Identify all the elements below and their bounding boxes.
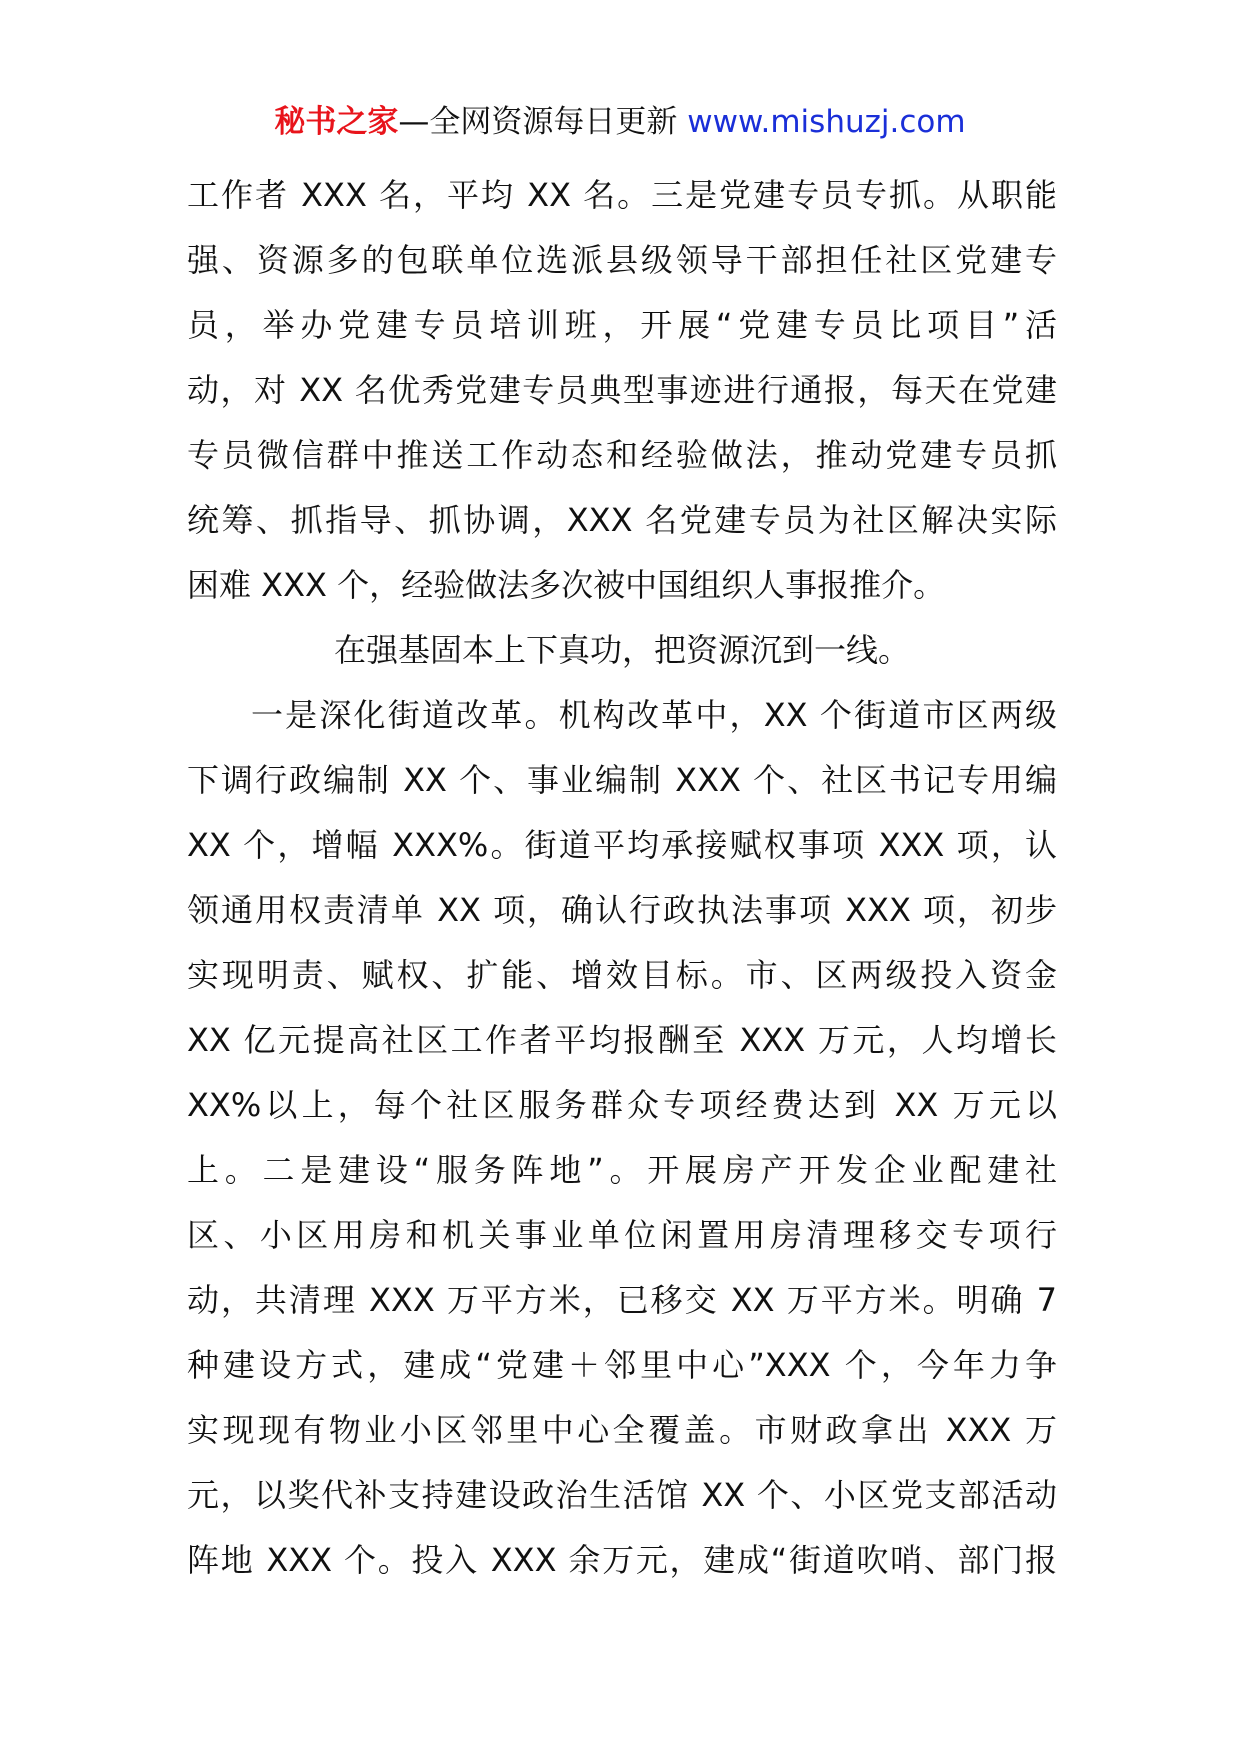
header-tagline: —全网资源每日更新: [398, 104, 688, 140]
text-line: 强、资源多的包联单位选派县级领导干部担任社区党建专: [187, 241, 1057, 279]
text-line: 工作者 XXX 名，平均 XX 名。三是党建专员专抓。从职能: [187, 176, 1057, 214]
text-line: 一是深化街道改革。机构改革中，XX 个街道市区两级: [251, 696, 1057, 734]
text-line: 种建设方式，建成“党建＋邻里中心”XXX 个，今年力争: [187, 1346, 1057, 1384]
text-line: 领通用权责清单 XX 项，确认行政执法事项 XXX 项，初步: [187, 891, 1057, 929]
document-body: [187, 163, 1057, 1593]
text-line: 困难 XXX 个，经验做法多次被中国组织人事报推介。: [187, 566, 946, 604]
text-line: 元，以奖代补支持建设政治生活馆 XX 个、小区党支部活动: [187, 1476, 1057, 1514]
text-line: 动，共清理 XXX 万平方米，已移交 XX 万平方米。明确 7: [187, 1281, 1057, 1319]
text-line: XX 个，增幅 XXX%。街道平均承接赋权事项 XXX 项，认: [187, 826, 1057, 864]
section-heading: 在强基固本上下真功，把资源沉到一线。: [333, 631, 910, 669]
text-line: 员，举办党建专员培训班，开展“党建专员比项目”活: [187, 306, 1057, 344]
text-line: XX%以上，每个社区服务群众专项经费达到 XX 万元以: [187, 1086, 1057, 1124]
header-url-link[interactable]: www.mishuzj.com: [687, 104, 966, 140]
text-line: 实现明责、赋权、扩能、增效目标。市、区两级投入资金: [187, 956, 1057, 994]
page-header: [0, 100, 1240, 144]
text-line: 动，对 XX 名优秀党建专员典型事迹进行通报，每天在党建: [187, 371, 1057, 409]
text-line: 实现现有物业小区邻里中心全覆盖。市财政拿出 XXX 万: [187, 1411, 1057, 1449]
text-line: 上。二是建设“服务阵地”。开展房产开发企业配建社: [187, 1151, 1057, 1189]
text-line: 下调行政编制 XX 个、事业编制 XXX 个、社区书记专用编: [187, 761, 1057, 799]
text-line: 区、小区用房和机关事业单位闲置用房清理移交专项行: [187, 1216, 1057, 1254]
text-line: 专员微信群中推送工作动态和经验做法，推动党建专员抓: [187, 436, 1057, 474]
text-line: XX 亿元提高社区工作者平均报酬至 XXX 万元，人均增长: [187, 1021, 1057, 1059]
header-brand: 秘书之家: [274, 104, 399, 140]
text-line: 统筹、抓指导、抓协调，XXX 名党建专员为社区解决实际: [187, 501, 1057, 539]
text-line: 阵地 XXX 个。投入 XXX 余万元，建成“街道吹哨、部门报: [187, 1541, 1057, 1579]
